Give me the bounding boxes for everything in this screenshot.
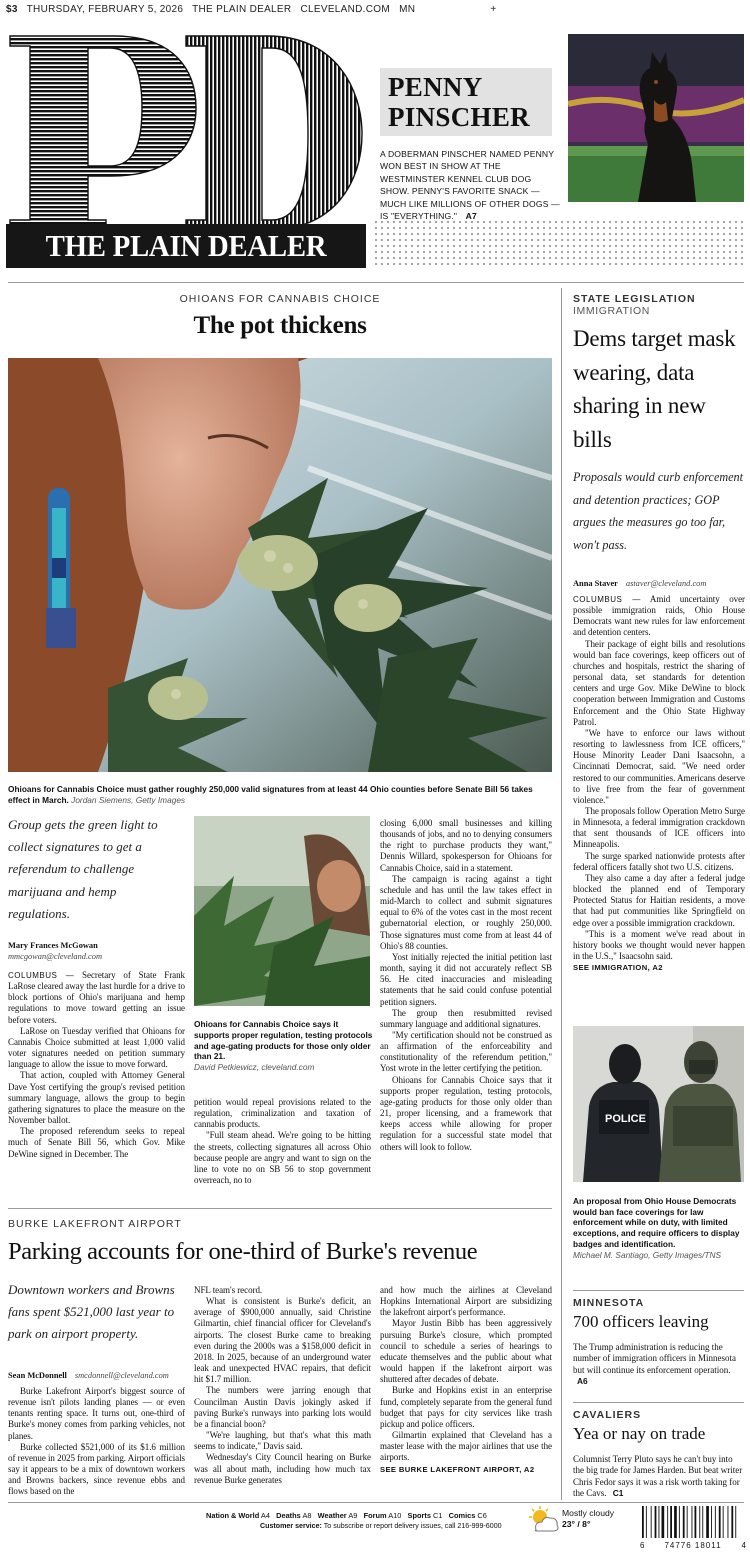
minnesota-page[interactable]: A6	[577, 1375, 588, 1386]
legislation-p3: "We have to enforce our laws without resorting to lawlessness from ICE officers," House Minority Leader Dani Isaacsohn, a Cincinnati Democrat, said. "We need order restored to our communities. Americans deserve to live free from the fear of government violence."	[573, 727, 745, 805]
legislation-p5: The surge sparked nationwide protests after federal officers fatally shot two U.S. citizens.	[573, 850, 745, 872]
burke-col2-p4: "We're laughing, but that's what this math seems to indicate," Davis said.	[194, 1430, 371, 1452]
burke-column-2	[194, 1285, 371, 1486]
burke-email[interactable]: smcdonnell@cleveland.com	[74, 1371, 169, 1380]
minnesota-kicker[interactable]: MINNESOTA	[573, 1297, 645, 1309]
pot-col3-p4: The group then resubmitted revised summary language and additional signatures.	[380, 1007, 552, 1029]
small-caption-text: Ohioans for Cannabis Choice says it supports proper regulation, testing protocols and age-gating products for those only older than 21.	[194, 1019, 373, 1062]
masthead-band	[6, 224, 366, 268]
legislation-p1: Amid uncertainty over possible immigration raids, Ohio House Democrats want new rules for law enforcement and detention centers.	[573, 594, 745, 638]
barcode-mid: 74776 18011	[664, 1541, 722, 1550]
price: $3	[6, 4, 18, 15]
burke-column-3	[380, 1285, 552, 1475]
pot-col3-p6: Ohioans for Cannabis Choice says that it supports proper regulation, testing protocols, age-gating products for those only older than 21, proper licensing, and a framework that keeps access while allowing for proper regulation for a successful state model that others will look to follow.	[380, 1074, 552, 1152]
pot-dateline: COLUMBUS —	[8, 971, 75, 980]
index-item[interactable]: Deaths A8	[276, 1511, 312, 1520]
doberman-photo	[568, 34, 744, 202]
pot-col1-p1: Secretary of State Frank LaRose cleared away the last hurdle for a drive to block portions of Ohio's marijuana and hemp regulations to move toward getting an issue before voters.	[8, 970, 185, 1025]
footer-index	[206, 1510, 536, 1521]
customer-service-text: To subscribe or report delivery issues, call 216-999-6000	[323, 1522, 502, 1530]
small-photo-caption	[194, 1019, 374, 1073]
pot-story-deck: Group gets the green light to collect signatures to get a referendum to challenge marijuana and hemp regulations.	[8, 817, 158, 921]
teaser-kicker-box[interactable]	[380, 68, 552, 136]
burke-col3-p1: and how much the airlines at Cleveland Hopkins International Airport are subsidizing the lakefront airport's performance.	[380, 1285, 552, 1318]
top-bar	[6, 4, 746, 20]
legislation-p4: The proposals follow Operation Metro Surge in Minnesota, a federal immigration crackdown that sent thousands of ICE officers into Minneapolis.	[573, 805, 745, 850]
burke-story-kicker[interactable]: BURKE LAKEFRONT AIRPORT	[8, 1218, 182, 1230]
burke-col2-p1: NFL team's record.	[194, 1285, 263, 1295]
burke-story-deck: Downtown workers and Browns fans spent $521,000 last year to park on airport property.	[8, 1282, 175, 1342]
police-photo-credit: Michael M. Santiago, Getty Images/TNS	[573, 1249, 722, 1260]
pot-story-byline: Mary Frances McGowan	[8, 941, 98, 950]
cavaliers-kicker[interactable]: CAVALIERS	[573, 1409, 642, 1421]
cannabis-main-photo	[8, 358, 552, 772]
legislation-p2: Their package of eight bills and resolutions would ban face coverings, keep officers out of churches and hospitals, restrict the sharing of personal data, set standards for detention centers and urge Gov. Mike DeWine to block cooperation between Immigration and Customs Enforcement and the Ohio State Highway Patrol.	[573, 638, 745, 727]
legislation-headline[interactable]: Dems target mask wearing, data sharing in new bills	[573, 326, 736, 452]
minnesota-headline[interactable]: 700 officers leaving	[573, 1312, 709, 1331]
customer-service-label: Customer service:	[260, 1522, 322, 1530]
pot-col3-p5: "My certification should not be construed as an affirmation of the enforceability and constitutionality of the referendum petition," Yost wrote in the letter certifying the petition.	[380, 1029, 552, 1074]
pot-story-column-2	[194, 1097, 371, 1186]
index-item[interactable]: Forum A10	[363, 1511, 402, 1520]
cannabis-small-photo	[194, 816, 370, 1006]
legislation-p6: They also came a day after a federal judge blocked the planned end of Temporary Protected Status for Haitian residents, a move that had put communities like Springfield on edge over a possible immigration crackdown.	[573, 872, 745, 928]
pot-col3-p1: closing 6,000 small businesses and killing thousands of jobs, and no to denying consumers the right to purchase products they want," Dennis Willard, spokesperson for Ohioans for Cannabis Choice, said in a statement.	[380, 818, 552, 873]
legislation-dateline: COLUMBUS —	[573, 595, 641, 604]
burke-story-headline[interactable]: Parking accounts for one-third of Burke's revenue	[8, 1238, 478, 1265]
burke-byline-block	[8, 1365, 198, 1383]
index-item[interactable]: Nation & World A4	[206, 1511, 270, 1520]
rule-burke	[8, 1208, 552, 1209]
teaser-text: A DOBERMAN PINSCHER NAMED PENNY WON BEST IN SHOW AT THE WESTMINSTER KENNEL CLUB DOG SHOW. PENNY'S FAVORITE SNACK — MUCH LIKE MILLIONS OF OTHER DOGS — IS "EVERYTHING."	[380, 149, 560, 222]
teaser-kicker-line1: PENNY	[388, 72, 483, 102]
weather-temps: 23° / 8°	[562, 1519, 591, 1529]
small-photo-credit: David Petkiewicz, cleveland.com	[194, 1062, 315, 1073]
main-photo-credit: Jordan Siemens, Getty Images	[71, 795, 186, 806]
barcode-right: 4	[741, 1541, 746, 1550]
pot-col3-p3: Yost initially rejected the initial petition last month, saying it did not accurately reflect SB 56. He cited inaccuracies and misleading statements that he said could confuse potential petition signers.	[380, 951, 552, 1007]
legislation-byline-block	[573, 573, 745, 591]
barcode-bars	[640, 1506, 740, 1538]
legislation-deck: Proposals would curb enforcement and detention practices; GOP argues the measures go too far, won't pass.	[573, 470, 744, 552]
partly-cloudy-icon	[528, 1506, 560, 1534]
rule-footer	[8, 1502, 744, 1503]
barcode-digits	[640, 1541, 746, 1550]
burke-col3-p4: Gilmartin explained that Cleveland has a master lease with the major airlines that use the airports.	[380, 1430, 552, 1463]
legislation-jump-link[interactable]: SEE IMMIGRATION, A2	[573, 963, 663, 973]
teaser-page[interactable]: A7	[465, 211, 477, 222]
pot-story-kicker[interactable]: OHIOANS FOR CANNABIS CHOICE	[179, 293, 381, 305]
burke-col2-p3: The numbers were jarring enough that Councilman Austin Davis jokingly asked if paving Burke's runways into parking lots would be a financial boon?	[194, 1385, 371, 1429]
burke-col1-p1: Burke Lakefront Airport's biggest source of revenue isn't pilots landing planes — or even tenants renting space. It turns out, one-third of Burke's money comes from parking vehicles, not planes.	[8, 1386, 185, 1441]
barcode-left: 6	[640, 1541, 645, 1550]
burke-col3-p2: Mayor Justin Bibb has been aggressively pursuing Burke's closure, which prompted council to schedule a series of hearings to educate themselves and the public about what would happen if the lakefront airport was shuttered after decades of debate.	[380, 1318, 552, 1385]
edition: MN	[399, 4, 416, 15]
legislation-kicker[interactable]: STATE LEGISLATION	[573, 293, 696, 305]
cavaliers-text: Columnist Terry Pluto says he can't buy into the big trade for James Harden. But beat writer Chris Fedor says it was a risk worth taking for the Cavs.	[573, 1454, 743, 1498]
police-officers-photo	[573, 1026, 744, 1182]
burke-byline: Sean McDonnell	[8, 1371, 67, 1380]
pot-col1-p3: That action, coupled with Attorney General Dave Yost certifying the group's revised petition summary language, allows the group to begin gathering signatures to place the measure on the November ballot.	[8, 1070, 185, 1126]
weather-condition: Mostly cloudy	[562, 1508, 615, 1518]
index-item[interactable]: Weather A9	[317, 1511, 358, 1520]
decorative-dots	[372, 218, 746, 270]
rule-masthead	[8, 282, 744, 283]
barcode	[640, 1506, 746, 1554]
index-item[interactable]: Comics C6	[448, 1511, 487, 1520]
issue-date: THURSDAY, FEBRUARY 5, 2026	[26, 4, 184, 15]
burke-column-1	[8, 1386, 185, 1498]
cross-mark-icon: +	[490, 4, 497, 15]
burke-col3-p3: Burke and Hopkins exist in an enterprise fund, completely separate from the general fund budget that pays for city services like trash pickup and police officers.	[380, 1385, 552, 1429]
main-photo-caption	[8, 784, 552, 807]
pot-col1-p4: The proposed referendum seeks to repeal much of Senate Bill 56, which Gov. Mike DeWine signed in December. The	[8, 1126, 185, 1159]
burke-jump-link[interactable]: SEE BURKE LAKEFRONT AIRPORT, A2	[380, 1464, 535, 1474]
teaser-kicker-line2: PINSCHER	[388, 102, 530, 132]
pot-col3-p2: The campaign is racing against a tight schedule and has until the law takes effect in mid-March to collect and submit signatures equal to 6% of the votes cast in the most recent gubernatorial election, or roughly 250,000. Those signatures must come from at least 44 of Ohio's 88 counties.	[380, 873, 552, 951]
masthead-title: THE PLAIN DEALER	[45, 228, 327, 263]
legislation-byline: Anna Staver	[573, 579, 618, 588]
legislation-p7: "This is a moment we've read about in history books we thought would never happen in the U.S.," Isaacsohn said.	[573, 928, 745, 961]
minnesota-text-block	[573, 1342, 743, 1387]
pot-story-headline[interactable]: The pot thickens	[193, 312, 367, 339]
pot-col2-p1: petition would repeal provisions related to the regulation, criminalization and taxation of cannabis products.	[194, 1097, 371, 1130]
pot-story-column-3	[380, 818, 552, 1153]
legislation-body	[573, 594, 745, 973]
weather-block	[562, 1508, 642, 1530]
police-caption-text: An proposal from Ohio House Democrats would ban face coverings for law enforcement while on duty, with limited exceptions, and require officers to display badges and identification.	[573, 1196, 740, 1249]
burke-col1-p2: Burke collected $521,000 of its $1.6 million of revenue in 2025 from parking. Airport officials say it appears to be a mix of downtown workers and Browns backers, since revenue ebbs and flows based on the	[8, 1441, 185, 1497]
legislation-subkicker: IMMIGRATION	[573, 305, 650, 317]
main-caption-text: Ohioans for Cannabis Choice must gather roughly 250,000 valid signatures from at least 44 Ohio counties before Senate Bill 56 takes effect in March.	[8, 784, 533, 806]
pot-story-email[interactable]: mmcgowan@cleveland.com	[8, 952, 102, 961]
rule-right-column	[561, 288, 562, 1500]
legislation-email[interactable]: astaver@cleveland.com	[625, 579, 707, 588]
minnesota-text: The Trump administration is reducing the number of immigration officers in Minnesota but will continue its enforcement operation.	[573, 1342, 737, 1375]
police-photo-caption	[573, 1196, 745, 1260]
burke-col2-p2: What is consistent is Burke's deficit, an average of $900,000 annually, said Christine Gilmartin, chief financial officer for Cleveland's airports. The closest Burke came to breaking even during the 2000s was a $158,000 deficit in 2018. In 2025, because of an underground water leak and unexpected HVAC repairs, that deficit hit $1.7 million.	[194, 1296, 371, 1385]
rule-minnesota	[573, 1290, 744, 1291]
pot-story-column-1	[8, 970, 185, 1160]
cavaliers-text-block	[573, 1454, 743, 1499]
customer-service	[260, 1522, 550, 1530]
burke-col2-p5: Wednesday's City Council hearing on Burke was all about math, including how much tax revenue Burke generates	[194, 1452, 371, 1485]
cavaliers-page[interactable]: C1	[612, 1487, 624, 1498]
pot-col2-p2: "Full steam ahead. We're going to be hitting the streets, collecting signatures all across Ohio because people are angry and want to sign on the line to vote no on SB 56 to stop government overreach, no to	[194, 1130, 371, 1186]
pot-col1-p2: LaRose on Tuesday verified that Ohioans for Cannabis Choice submitted at least 1,000 valid voter signatures needed on petition summary language to allow the issue to move forward.	[8, 1025, 185, 1070]
teaser-text-block	[380, 148, 560, 222]
index-item[interactable]: Sports C1	[407, 1511, 443, 1520]
paper-name-small: THE PLAIN DEALER	[192, 4, 292, 15]
cavaliers-headline[interactable]: Yea or nay on trade	[573, 1424, 706, 1443]
website[interactable]: CLEVELAND.COM	[300, 4, 390, 15]
rule-cavaliers	[573, 1402, 744, 1403]
police-label: POLICE	[605, 1113, 646, 1125]
